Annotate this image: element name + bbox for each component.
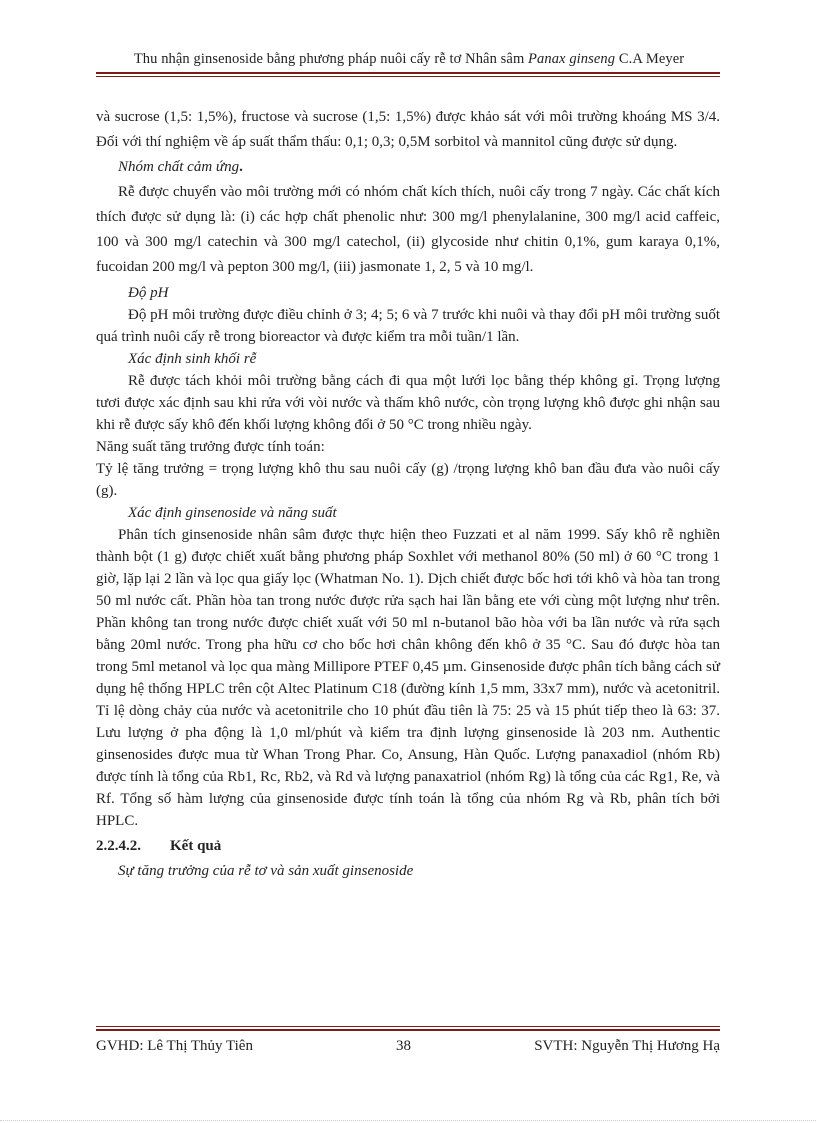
page-body — [96, 105, 720, 884]
page-number: 38 — [396, 1038, 411, 1054]
heading-ph: Độ pH — [128, 285, 169, 301]
section-heading-results — [96, 834, 720, 859]
page-footer — [96, 1038, 720, 1058]
header-text-plain: Thu nhận ginsenoside bằng phương pháp nuôi cấy rễ tơ Nhân sâm — [133, 51, 529, 67]
header-species: Panax ginseng — [528, 51, 616, 67]
page-header — [98, 51, 720, 68]
header-author: C.A Meyer — [615, 51, 685, 67]
section-number: 2.2.4.2. — [96, 838, 141, 854]
paragraph-ginsenoside-analysis: Phân tích ginsenoside nhân sâm được thực hiện theo Fuzzati et al năm 1999. Sấy khô rễ nghiền thành bột (1 g) được chiết xuất bằng phương pháp Soxhlet với methanol 80% (50 ml) ở 60 °C trong 1 giờ, lặp lại 2 lần và lọc qua giấy lọc (Whatman No. 1). Dịch chiết được bốc hơi tới khô và hòa tan trong 50 ml nước cất. Phần hòa tan trong nước được rửa sạch hai lần bằng ete với cùng một lượng như trên. Phần không tan trong nước được chiết xuất với 50 ml n-butanol bão hòa với ba lần nước và rửa sạch bằng 20ml nước. Trong pha hữu cơ cho bốc hơi chân không đến khô ở 35 °C. Sau đó được hòa tan trong 5ml metanol và lọc qua màng Millipore PTEF 0,45 µm. Ginsenoside được phân tích bằng cách sử dụng hệ thống HPLC trên cột Altec Platinum C18 (đường kính 1,5 mm, 33x7 mm), nước và acetonitril. Tỉ lệ dòng chảy của nước và acetonitrile cho 10 phút đầu tiên là 75: 25 và 15 phút tiếp theo là 63: 37. Lưu lượng ở pha động là 1,0 ml/phút và kiểm tra định lượng ginsenoside là 203 nm. Authentic ginsenosides được mua từ Whan Trong Phar. Co, Ansung, Hàn Quốc. Lượng panaxadiol (nhóm Rb) được tính là tổng của Rb1, Rc, Rb2, và Rd và lượng panaxatriol (nhóm Rg) là tổng của các Rg1, Re, và Rf. Tổng số hàm lượng của ginsenoside được tính toán là tổng của nhóm Rg và Rb, phân tích bởi HPLC. — [96, 527, 720, 829]
footer-student: SVTH: Nguyễn Thị Hương Hạ — [534, 1038, 720, 1054]
heading-induction-text: Nhóm chất cảm ứng — [118, 159, 240, 175]
header-rule-thin — [96, 76, 720, 77]
paragraph-ph: Độ pH môi trường được điều chỉnh ở 3; 4; 5; 6 và 7 trước khi nuôi và thay đổi pH môi trường suốt quá trình nuôi cấy rễ trong bioreactor và được kiểm tra mỗi tuần/1 lần. — [96, 307, 720, 345]
heading-growth-production: Sự tăng trưởng của rễ tơ và sản xuất ginsenoside — [118, 863, 414, 879]
heading-ginsenoside-analysis: Xác định ginsenoside và năng suất — [128, 505, 337, 521]
paragraph-sugars: và sucrose (1,5: 1,5%), fructose và sucrose (1,5: 1,5%) được khảo sát với môi trường khoáng MS 3/4. Đối với thí nghiệm về áp suất thẩm thấu: 0,1; 0,3; 0,5M sorbitol và mannitol cũng được sử dụng. — [96, 109, 720, 150]
section-title: Kết quả — [170, 838, 222, 854]
header-rule-thick — [96, 72, 720, 74]
paragraph-growth-ratio: Tỷ lệ tăng trưởng = trọng lượng khô thu sau nuôi cấy (g) /trọng lượng khô ban đầu đưa vào nuôi cấy (g). — [96, 461, 720, 499]
footer-rule-thin — [96, 1026, 720, 1027]
paragraph-elicitors: Rễ được chuyển vào môi trường mới có nhóm chất kích thích, nuôi cấy trong 7 ngày. Các chất kích thích được sử dụng là: (i) các hợp chất phenolic như: 300 mg/l phenylalanine, 300 mg/l acid caffeic, 100 và 300 mg/l catechin và 300 mg/l catechol, (ii) glycoside như chitin 0,1%, gum karaya 0,1%, fucoidan 200 mg/l và pepton 300 mg/l, (iii) jasmonate 1, 2, 5 và 10 mg/l. — [96, 184, 720, 275]
heading-induction-agents — [96, 155, 720, 180]
footer-supervisor: GVHD: Lê Thị Thủy Tiên — [96, 1038, 253, 1054]
paragraph-biomass: Rễ được tách khỏi môi trường bằng cách đi qua một lưới lọc bằng thép không gỉ. Trọng lượng tươi được xác định sau khi rửa với vòi nước và thấm khô nước, còn trọng lượng khô được ghi nhận sau khi rễ được sấy khô đến khối lượng không đổi ở 50 °C trong nhiều ngày. — [96, 373, 720, 433]
paragraph-growth-yield: Năng suất tăng trưởng được tính toán: — [96, 439, 325, 455]
heading-biomass: Xác định sinh khối rễ — [128, 351, 257, 367]
heading-induction-dot: . — [239, 159, 243, 175]
footer-rule-thick — [96, 1029, 720, 1031]
page-bottom-border — [0, 1120, 816, 1121]
